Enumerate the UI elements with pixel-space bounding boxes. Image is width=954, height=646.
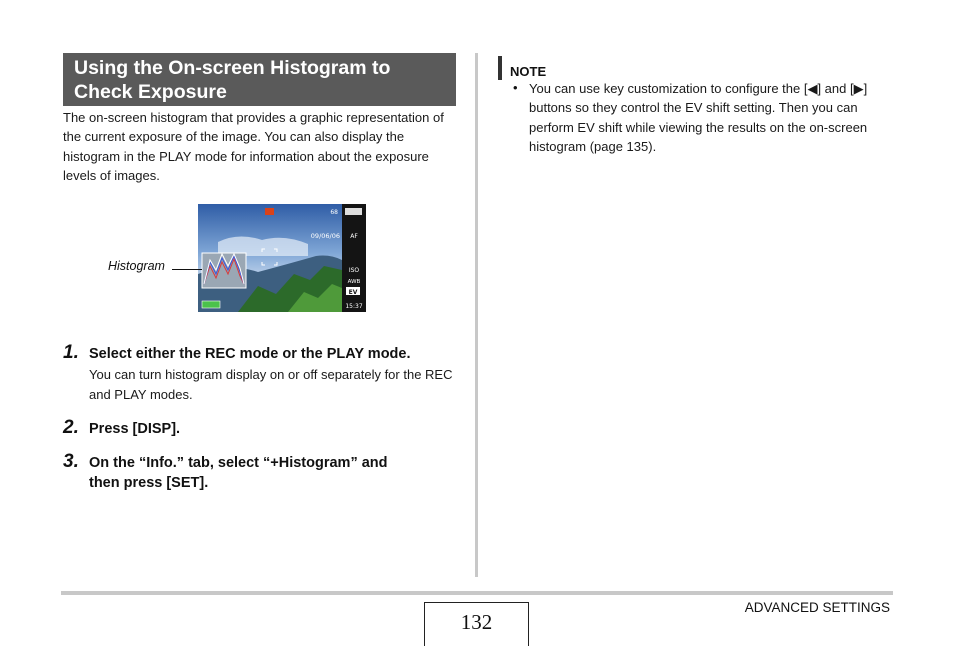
- step-3-text-line-1: On the “Info.” tab, select “+Histogram” and: [89, 455, 388, 471]
- histogram-callout-label: Histogram: [108, 259, 165, 273]
- indicator-iso: ISO: [348, 267, 360, 274]
- footer-section-name: ADVANCED SETTINGS: [744, 600, 890, 615]
- note-marker-bar: [498, 56, 502, 80]
- battery-icon: [202, 301, 220, 308]
- screen-date: 09/06/06: [310, 232, 340, 240]
- note-title: NOTE: [510, 64, 547, 79]
- indicator-af: AF: [350, 233, 358, 240]
- step-1-text: Select either the REC mode or the PLAY mode.: [89, 346, 411, 362]
- intro-paragraph: The on-screen histogram that provides a graphic representation of the current exposure of the image. You can also display the histogram in the PLAY mode for information about the exposure levels of images.: [63, 110, 444, 183]
- section-title: [63, 53, 456, 106]
- shots-remaining: 68: [330, 209, 338, 216]
- image-size-icon: [345, 208, 362, 215]
- note-text: You can use key customization to configure the [◀] and [▶] buttons so they control the EV shift setting. Then you can perform EV shift while viewing the results on the on-screen histogram (page 135).: [529, 81, 868, 155]
- step-3-number: 3.: [63, 451, 79, 472]
- page-number-box: [424, 602, 529, 646]
- step-2-text: Press [DISP].: [89, 421, 181, 437]
- step-1-subtext: You can turn histogram display on or off separately for the REC and PLAY modes.: [89, 367, 453, 402]
- section-title-line-1: Using the On-screen Histogram to: [74, 57, 391, 79]
- note-bullet: •: [513, 80, 518, 95]
- indicator-awb: AWB: [347, 279, 361, 285]
- section-title-line-2: Check Exposure: [74, 81, 227, 103]
- footer-rule: [61, 591, 893, 595]
- histogram-leader-line: [172, 269, 202, 270]
- camera-mode-icon: [265, 208, 274, 215]
- step-2-number: 2.: [63, 417, 79, 438]
- column-divider: [475, 53, 478, 577]
- camera-screen-figure: [198, 204, 366, 312]
- step-1-number: 1.: [63, 342, 79, 363]
- step-3-text-line-2: then press [SET].: [89, 475, 209, 491]
- page-number: 132: [460, 610, 493, 634]
- step-3-text: [89, 453, 459, 493]
- screen-time: 15:37: [345, 303, 363, 310]
- indicator-ev: EV: [348, 289, 358, 296]
